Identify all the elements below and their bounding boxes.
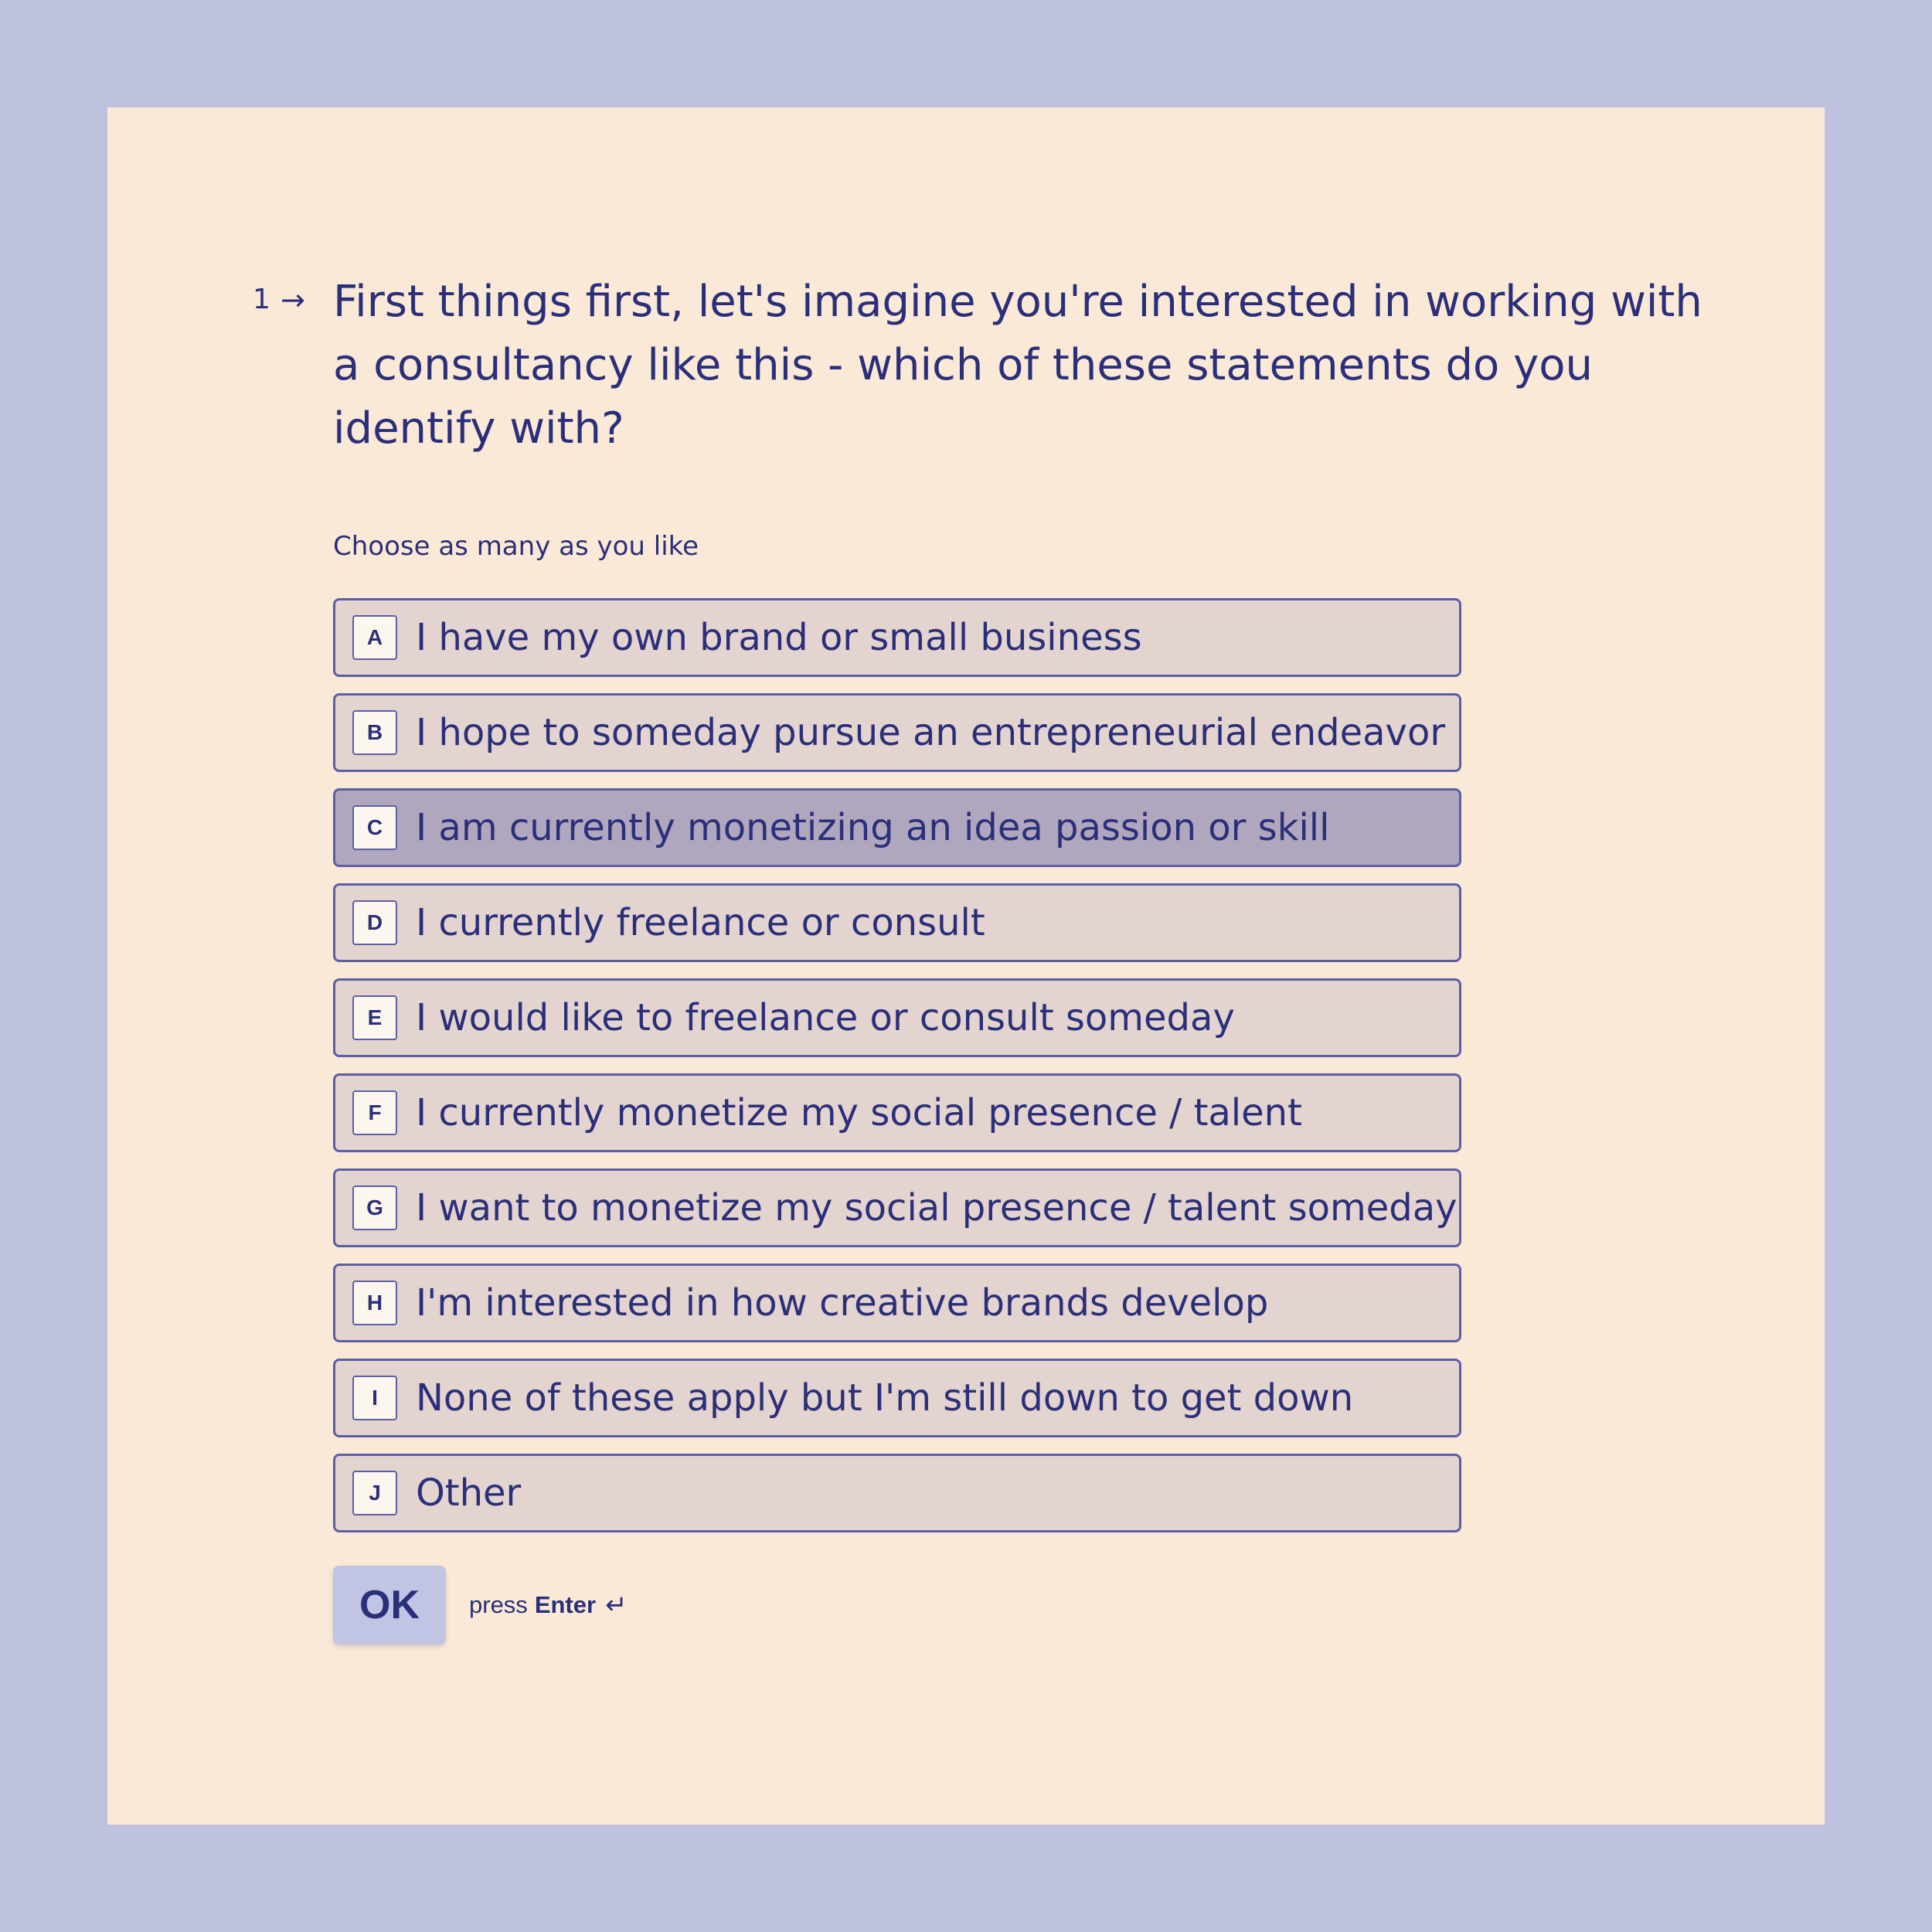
press-label: press <box>469 1591 528 1618</box>
ok-button[interactable]: OK <box>333 1566 446 1645</box>
question-number: 1 <box>253 284 270 315</box>
choice-label: I currently freelance or consult <box>416 901 985 944</box>
choice-label: I would like to freelance or consult someday <box>416 996 1235 1039</box>
choice-key: E <box>352 995 397 1040</box>
choice-key: A <box>352 615 397 660</box>
choice-key: J <box>352 1471 397 1515</box>
choice-d[interactable] <box>333 883 1461 962</box>
choice-list <box>333 598 1461 1549</box>
enter-key-icon: ↵ <box>605 1590 628 1620</box>
choice-b[interactable] <box>333 693 1461 772</box>
choice-h[interactable] <box>333 1264 1461 1342</box>
choice-label: I am currently monetizing an idea passion or skill <box>416 806 1330 849</box>
choice-key: C <box>352 805 397 850</box>
choice-key: B <box>352 710 397 755</box>
choice-key: F <box>352 1090 397 1135</box>
choice-i[interactable] <box>333 1359 1461 1437</box>
question-hint: Choose as many as you like <box>333 531 699 562</box>
choice-label: I have my own brand or small business <box>416 616 1142 659</box>
choice-label: I hope to someday pursue an entrepreneurial endeavor <box>416 711 1446 754</box>
choice-key: H <box>352 1281 397 1325</box>
choice-key: G <box>352 1185 397 1230</box>
submit-row <box>333 1566 628 1645</box>
choice-a[interactable] <box>333 598 1461 677</box>
choice-e[interactable] <box>333 978 1461 1057</box>
choice-label: None of these apply but I'm still down to get down <box>416 1376 1354 1420</box>
choice-g[interactable] <box>333 1168 1461 1247</box>
choice-key: I <box>352 1376 397 1420</box>
arrow-right-icon: → <box>281 283 305 317</box>
choice-label: I want to monetize my social presence / talent someday <box>416 1186 1458 1230</box>
question-text: First things first, let's imagine you're interested in working with a consultancy like this - which of these statements do you identify with? <box>333 277 1702 454</box>
choice-j[interactable] <box>333 1454 1461 1532</box>
choice-c[interactable] <box>333 788 1461 867</box>
choice-f[interactable] <box>333 1073 1461 1152</box>
choice-label: Other <box>416 1471 522 1515</box>
enter-label: Enter <box>534 1591 597 1618</box>
press-enter-hint <box>469 1590 628 1621</box>
choice-label: I'm interested in how creative brands develop <box>416 1281 1269 1325</box>
choice-label: I currently monetize my social presence / talent <box>416 1091 1302 1134</box>
choice-key: D <box>352 900 397 945</box>
